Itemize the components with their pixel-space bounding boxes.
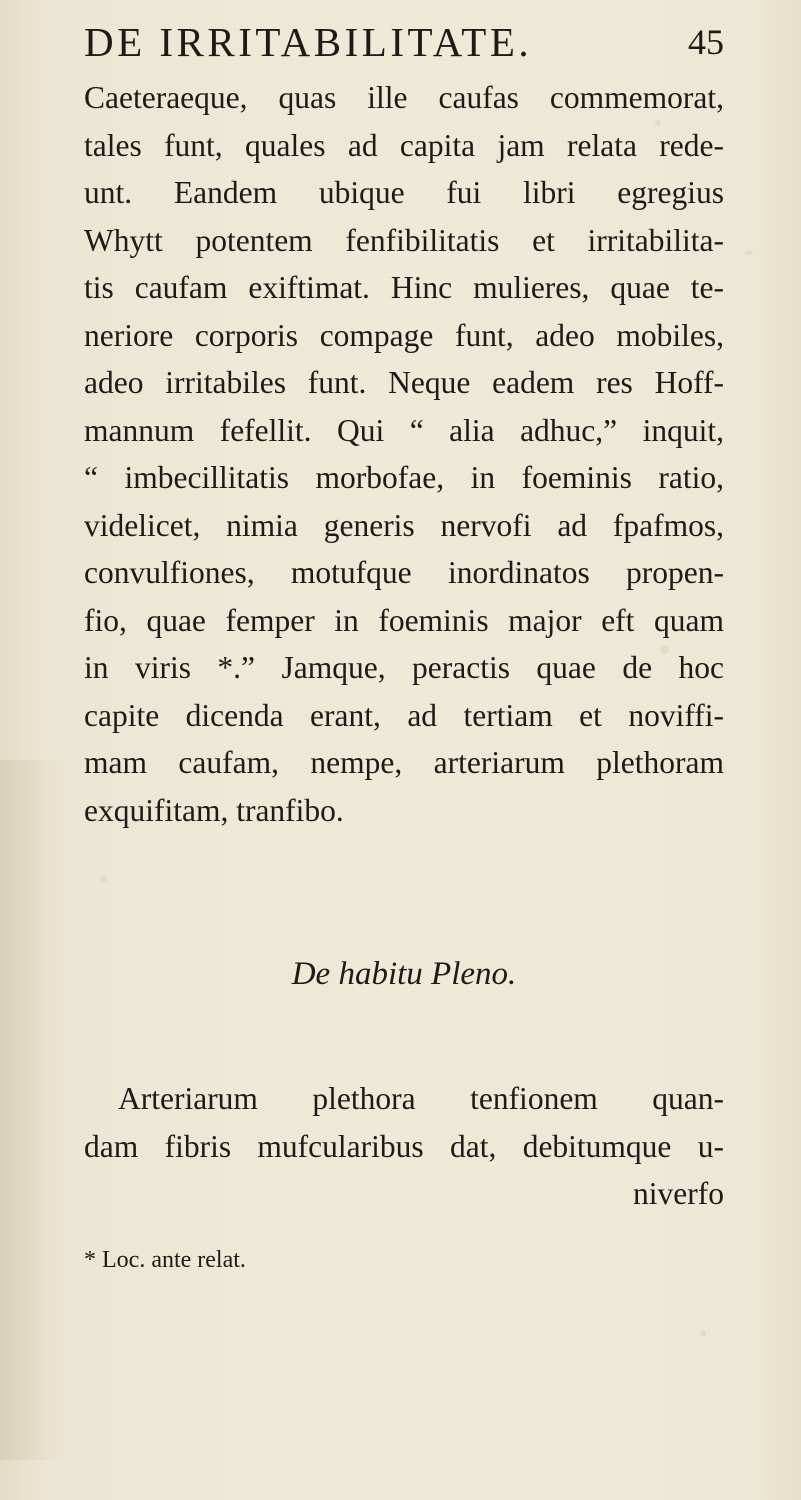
- text-line: in viris *.” Jamque, peractis quae de hoc: [84, 650, 724, 685]
- text-line: videlicet, nimia generis nervofi ad fpafmos,: [84, 507, 724, 543]
- running-head: [84, 14, 724, 70]
- section-heading: De habitu Pleno.: [291, 956, 517, 992]
- text-line: adeo irritabiles funt. Neque eadem res Hoff-: [84, 365, 724, 400]
- text-line: dam fibris mufcularibus dat, debitumque u-: [84, 1128, 724, 1164]
- foxing-spot: [100, 875, 107, 882]
- text-line: “ imbecillitatis morbofae, in foeminis ratio,: [84, 460, 724, 495]
- text-line: tis caufam exiftimat. Hinc mulieres, quae te-: [84, 270, 724, 305]
- text-line: exquifitam, tranfibo.: [84, 792, 344, 828]
- text-line: capite dicenda erant, ad tertiam et noviffi-: [84, 697, 724, 733]
- foxing-spot: [745, 250, 753, 255]
- text-line: mannum fefellit. Qui “ alia adhuc,” inquit,: [84, 412, 724, 448]
- text-line: tales funt, quales ad capita jam relata rede-: [84, 127, 724, 163]
- text-line: convulfiones, motufque inordinatos propen-: [84, 555, 724, 590]
- footnote: * Loc. ante relat.: [84, 1247, 246, 1273]
- text-line: neriore corporis compage funt, adeo mobiles,: [84, 317, 724, 353]
- foxing-spot: [700, 1330, 706, 1336]
- main-paragraph: [84, 74, 724, 834]
- text-line: Arteriarum plethora tenfionem quan-: [118, 1081, 724, 1116]
- text-line: unt. Eandem ubique fui libri egregius: [84, 175, 724, 210]
- running-title: DE IRRITABILITATE.: [84, 19, 533, 65]
- page-stain: [0, 760, 70, 1460]
- page-number: 45: [688, 22, 724, 62]
- text-line: fio, quae femper in foeminis major eft quam: [84, 602, 724, 638]
- text-line: mam caufam, nempe, arteriarum plethoram: [84, 745, 724, 780]
- catchword: niverfo: [633, 1176, 724, 1211]
- section-paragraph: [84, 1075, 724, 1218]
- text-line: Whytt potentem fenfibilitatis et irritabilita-: [84, 222, 724, 258]
- text-line: Caeteraeque, quas ille caufas commemorat,: [84, 80, 724, 115]
